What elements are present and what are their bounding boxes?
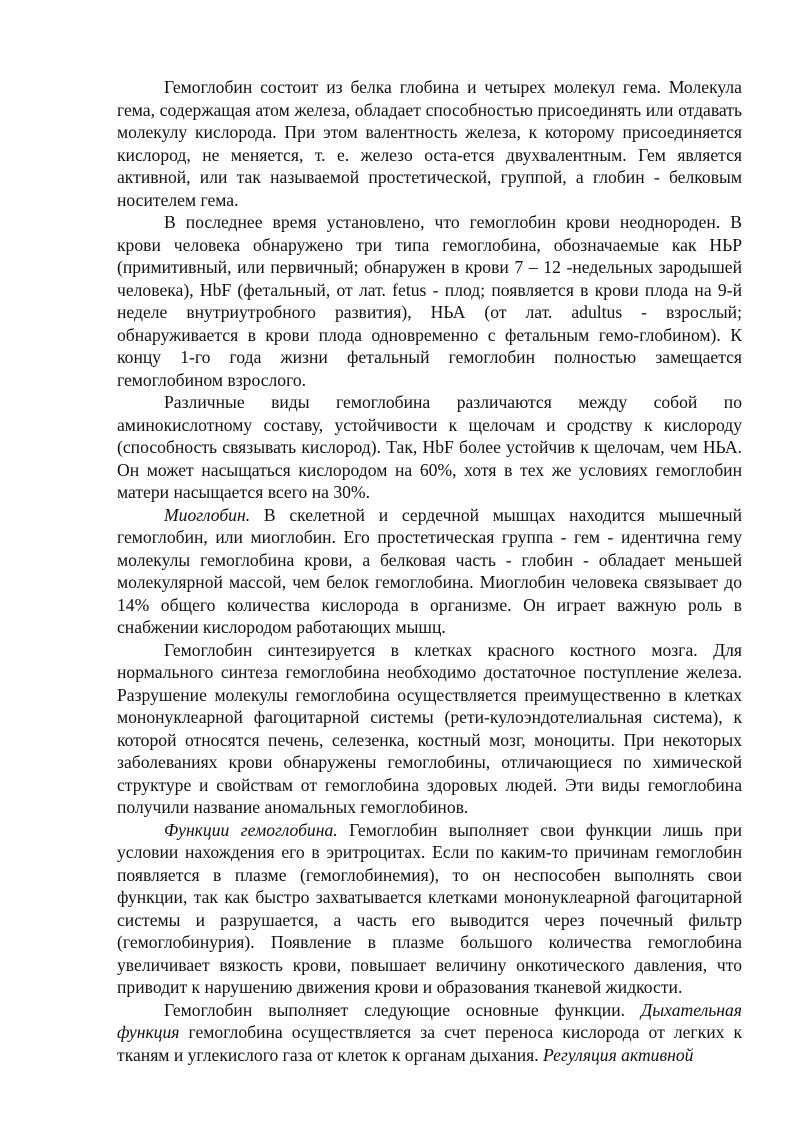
- paragraph-hemoglobin-synthesis: [117, 639, 742, 819]
- paragraph-term-italic: Регуляция активной: [543, 1044, 694, 1065]
- paragraph-myoglobin: [117, 504, 742, 639]
- paragraph-text: Различные виды гемоглобина различаются между собой по аминокислотному составу, устойчивости к щелочам и сродству к кислороду (способность связывать кислород). Так, HbF более устойчив к щелочам, чем НЬА. Он может насыщаться кислородом на 60%, хотя в тех же условиях гемоглобин матери насыщается всего на 30%.: [117, 392, 742, 502]
- paragraph-hemoglobin-types: [117, 211, 742, 391]
- paragraph-lead-italic: Функции гемоглобина.: [164, 819, 338, 840]
- paragraph-hemoglobin-differences: [117, 391, 742, 504]
- paragraph-text: Гемоглобин синтезируется в клетках красного костного мозга. Для нормального синтеза гемоглобина необходимо достаточное поступление железа. Разрушение молекулы гемоглобина осуществляется преимущественно в клетках мононуклеарной фагоцитарной системы (рети-кулоэндотелиальная система), к которой относятся печень, селезенка, костный мозг, моноциты. При некоторых заболеваниях крови обнаружены гемоглобины, отличающиеся по химической структуре и свойствам от гемоглобина здоровых людей. Эти виды гемоглобина получили название аномальных гемоглобинов.: [117, 639, 742, 817]
- paragraph-text: Гемоглобин выполняет следующие основные функции.: [164, 999, 642, 1020]
- paragraph-text: Гемоглобин выполняет свои функции лишь при условии нахождения его в эритроцитах. Если по каким-то причинам гемоглобин появляется в плазме (гемоглобинемия), то он неспособен выполнять свои функции, так как быстро захватывается клетками мононуклеарной фагоцитарной системы и разрушается, а часть его выводится через почечный фильтр (гемоглобинурия). Появление в плазме большого количества гемоглобина увеличивает вязкость крови, повышает величину онкотического давления, что приводит к нарушению движения крови и образования тканевой жидкости.: [117, 819, 742, 997]
- paragraph-text: гемоглобина осуществляется за счет переноса кислорода от легких к тканям и углекислого газа от клеток к органам дыхания.: [117, 1022, 742, 1065]
- paragraph-text: В последнее время установлено, что гемоглобин крови неоднороден. В крови человека обнаружено три типа гемоглобина, обозначаемые как НЬР (примитивный, или первичный; обнаружен в крови 7 – 12 -недельных зародышей человека), HbF (фетальный, от лат. fetus - плод; появляется в крови плода на 9-й неделе внутриутробного развития), НЬА (от лат. adultus - взрослый; обнаруживается в крови плода одновременно с фетальным гемо-глобином). К концу 1-го года жизни фетальный гемоглобин полностью замещается гемоглобином взрослого.: [117, 212, 742, 390]
- paragraph-hemoglobin-structure: [117, 76, 742, 211]
- paragraph-hemoglobin-functions: [117, 819, 742, 999]
- paragraph-text: В скелетной и сердечной мышцах находится мышечный гемоглобин, или миоглобин. Его простетическая группа - гем - идентична гему молекулы гемоглобина крови, а белковая часть - глобин - обладает меньшей молекулярной массой, чем белок гемоглобина. Миоглобин человека связывает до 14% общего количества кислорода в организме. Он играет важную роль в снабжении кислородом работающих мышц.: [117, 504, 742, 637]
- paragraph-main-functions: [117, 999, 742, 1067]
- paragraph-term-italic: Дыхательная функция: [117, 999, 742, 1042]
- paragraph-lead-italic: Миоглобин.: [164, 504, 251, 525]
- paragraph-text: Гемоглобин состоит из белка глобина и четырех молекул гема. Молекула гема, содержащая атом железа, обладает способностью присоединять или отдавать молекулу кислорода. При этом валентность железа, к которому присоединяется кислород, не меняется, т. е. железо оста-ется двухвалентным. Гем является активной, или так называемой простетической, группой, а глобин - белковым носителем гема.: [117, 77, 742, 210]
- document-page: [117, 76, 742, 1066]
